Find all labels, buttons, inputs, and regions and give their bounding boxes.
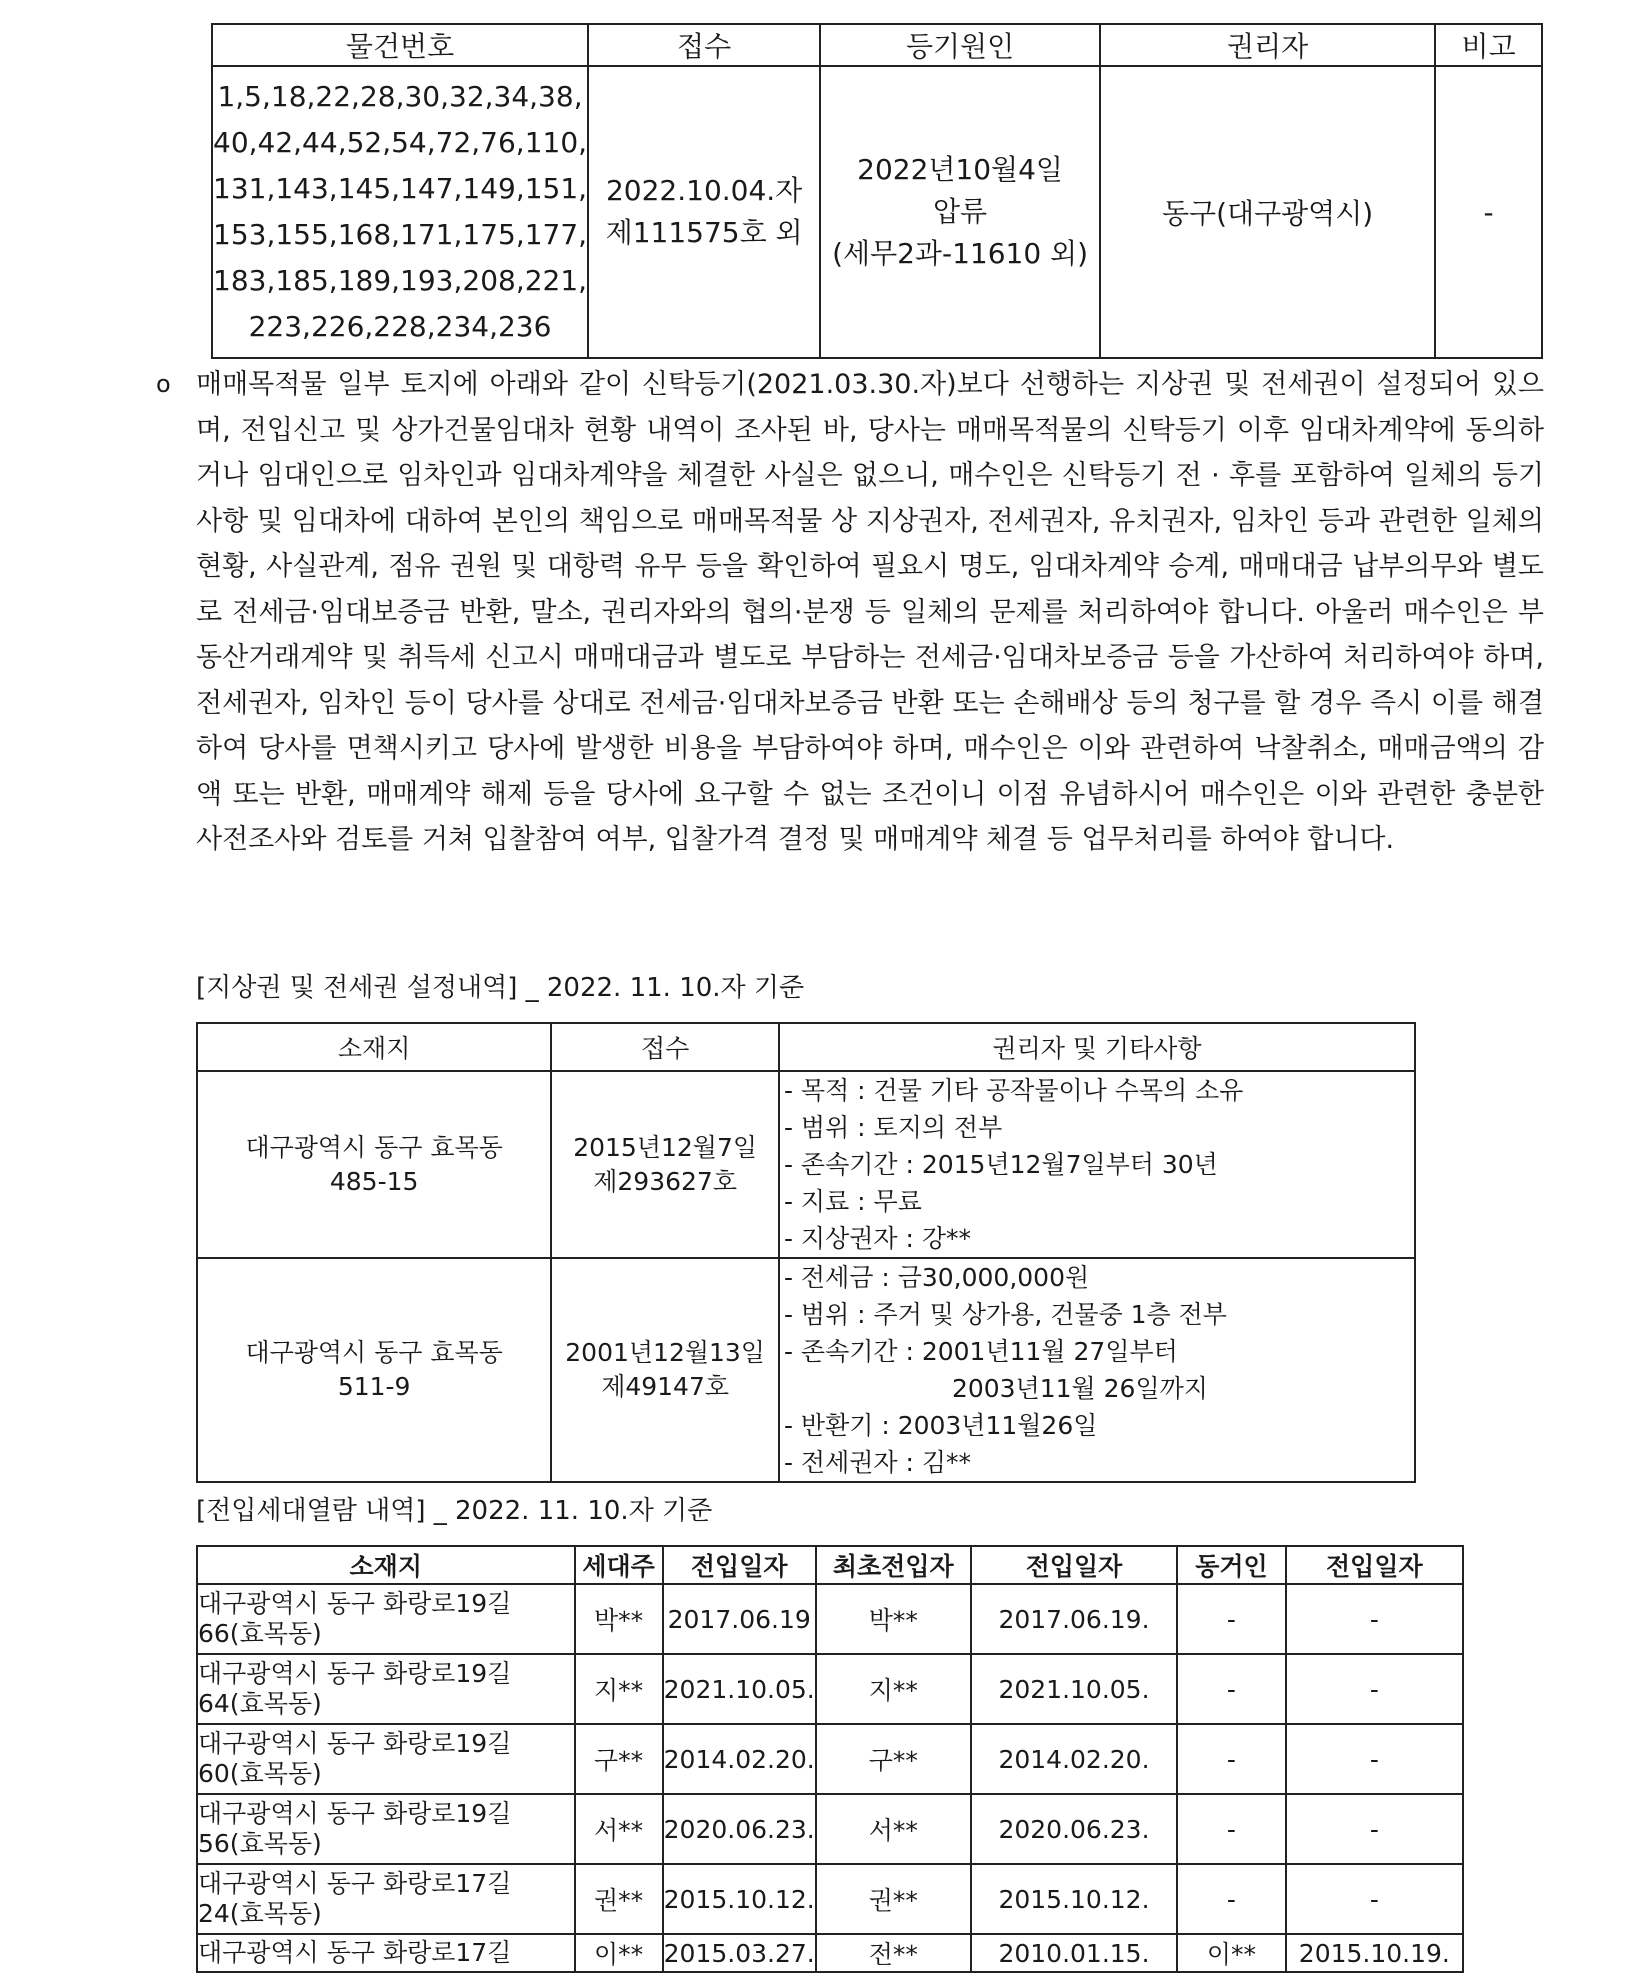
cohab-cell: 이** <box>1177 1934 1286 1972</box>
bullet-icon: o <box>156 370 171 398</box>
table-header-row <box>212 24 1542 66</box>
column-header: 전입일자 <box>1286 1546 1463 1584</box>
details-cell <box>779 1071 1415 1258</box>
address-line: 56(효목동) <box>198 1829 322 1858</box>
cause-cell <box>820 66 1100 358</box>
column-header: 권리자 및 기타사항 <box>779 1023 1415 1071</box>
receipt-line: 2001년12월13일 <box>565 1338 765 1367</box>
detail-line: - 범위 : 주거 및 상가용, 건물중 1층 전부 <box>783 1300 1227 1329</box>
item-numbers-line: 153,155,168,171,175,177, <box>213 218 588 251</box>
rights-table <box>196 1022 1416 1483</box>
table-row <box>197 1934 1463 1972</box>
cohab-cell: - <box>1177 1864 1286 1934</box>
address-line: 대구광역시 동구 화랑로17길 <box>198 1869 512 1898</box>
location-line: 485-15 <box>329 1166 419 1196</box>
date-cell: 2015.10.12. <box>663 1864 816 1934</box>
item-numbers-cell <box>212 66 588 358</box>
head-cell: 서** <box>575 1794 663 1864</box>
table-header-row <box>197 1023 1415 1071</box>
receipt-cell <box>551 1071 779 1258</box>
cohab-cell: - <box>1177 1654 1286 1724</box>
address-cell <box>197 1724 575 1794</box>
cohab-date-cell: - <box>1286 1794 1463 1864</box>
location-cell <box>197 1258 551 1482</box>
date-cell: 2021.10.05. <box>663 1654 816 1724</box>
item-numbers-line: 1,5,18,22,28,30,32,34,38, <box>217 80 583 113</box>
first-cell: 서** <box>816 1794 971 1864</box>
address-cell <box>197 1794 575 1864</box>
date-cell: 2017.06.19 <box>663 1584 816 1654</box>
date-cell: 2014.02.20. <box>663 1724 816 1794</box>
detail-line: - 전세금 : 금30,000,000원 <box>783 1263 1090 1292</box>
cause-type: 압류 <box>933 195 988 228</box>
remark-cell: - <box>1435 66 1542 358</box>
address-line: 대구광역시 동구 화랑로19길 <box>198 1729 512 1758</box>
table-row <box>197 1584 1463 1654</box>
item-numbers-line: 40,42,44,52,54,72,76,110, <box>213 126 588 159</box>
head-cell: 구** <box>575 1724 663 1794</box>
item-numbers-line: 183,185,189,193,208,221, <box>213 264 588 297</box>
column-header: 최초전입자 <box>816 1546 971 1584</box>
column-header: 세대주 <box>575 1546 663 1584</box>
address-cell <box>197 1584 575 1654</box>
seizure-table <box>211 23 1543 359</box>
receipt-line: 제49147호 <box>601 1372 730 1401</box>
column-header: 접수 <box>588 24 820 66</box>
table-row <box>197 1654 1463 1724</box>
location-line: 대구광역시 동구 효목동 <box>245 1338 503 1367</box>
cohab-cell: - <box>1177 1724 1286 1794</box>
address-line: 60(효목동) <box>198 1759 322 1788</box>
first-date-cell: 2010.01.15. <box>971 1934 1177 1972</box>
detail-line: - 범위 : 토지의 전부 <box>783 1113 1003 1142</box>
receipt-cell <box>551 1258 779 1482</box>
item-numbers-line: 223,226,228,234,236 <box>248 310 552 343</box>
detail-line: - 반환기 : 2003년11월26일 <box>783 1411 1098 1440</box>
first-cell: 구** <box>816 1724 971 1794</box>
date-cell: 2015.03.27. <box>663 1934 816 1972</box>
detail-line: 2003년11월 26일까지 <box>951 1374 1208 1403</box>
table-row <box>197 1258 1415 1482</box>
table-row <box>212 66 1542 358</box>
notice-text: 매매목적물 일부 토지에 아래와 같이 신탁등기(2021.03.30.자)보다 선행하는 지상권 및 전세권이 설정되어 있으며, 전입신고 및 상가건물임대차 현황 내역이 조사된 바, 당사는 매매목적물의 신탁등기 이후 임대차계약에 동의하거나 임대인으로 임차인과 임대차계약을 체결한 사실은 없으니, 매수인은 신탁등기 전 · 후를 포함하여 일체의 등기사항 및 임대차에 대하여 본인의 책임으로 매매목적물 상 지상권자, 전세권자, 유치권자, 임차인 등과 관련한 일체의 현황, 사실관계, 점유 권원 및 대항력 유무 등을 확인하여 필요시 명도, 임대차계약 승계, 매매대금 납부의무와 별도로 전세금·임대보증금 반환, 말소, 권리자와의 협의·분쟁 등 일체의 문제를 처리하여야 합니다. 아울러 매수인은 부동산거래계약 및 취득세 신고시 매매대금과 별도로 부담하는 전세금·임대차보증금 등을 가산하여 처리하여야 하며, 전세권자, 임차인 등이 당사를 상대로 전세금·임대차보증금 반환 또는 손해배상 등의 청구를 할 경우 즉시 이를 해결하여 당사를 면책시키고 당사에 발생한 비용을 부담하여야 하며, 매수인은 이와 관련하여 낙찰취소, 매매금액의 감액 또는 반환, 매매계약 해제 등을 당사에 요구할 수 없는 조건이니 이점 유념하시어 매수인은 이와 관련한 충분한 사전조사와 검토를 거쳐 입찰참여 여부, 입찰가격 결정 및 매매계약 체결 등 업무처리를 하여야 합니다. <box>196 369 1544 855</box>
detail-line: - 존속기간 : 2001년11월 27일부터 <box>783 1337 1178 1366</box>
first-date-cell: 2017.06.19. <box>971 1584 1177 1654</box>
address-line: 대구광역시 동구 화랑로19길 <box>198 1799 512 1828</box>
address-line: 대구광역시 동구 화랑로19길 <box>198 1659 512 1688</box>
column-header: 접수 <box>551 1023 779 1071</box>
receipt-line: 2015년12월7일 <box>573 1132 758 1162</box>
address-cell <box>197 1654 575 1724</box>
column-header: 소재지 <box>197 1546 575 1584</box>
location-cell <box>197 1071 551 1258</box>
column-header: 비고 <box>1435 24 1542 66</box>
address-line: 대구광역시 동구 화랑로17길 <box>198 1938 512 1967</box>
household-caption: [전입세대열람 내역] _ 2022. 11. 10.자 기준 <box>196 1496 713 1526</box>
cohab-date-cell: 2015.10.19. <box>1286 1934 1463 1972</box>
item-numbers-line: 131,143,145,147,149,151, <box>213 172 588 205</box>
household-table <box>196 1545 1464 1973</box>
column-header: 등기원인 <box>820 24 1100 66</box>
address-line: 66(효목동) <box>198 1619 322 1648</box>
address-line: 대구광역시 동구 화랑로19길 <box>198 1589 512 1618</box>
first-cell: 지** <box>816 1654 971 1724</box>
location-line: 대구광역시 동구 효목동 <box>245 1132 503 1162</box>
cohab-date-cell: - <box>1286 1724 1463 1794</box>
cohab-date-cell: - <box>1286 1864 1463 1934</box>
column-header: 소재지 <box>197 1023 551 1071</box>
cohab-cell: - <box>1177 1584 1286 1654</box>
table-row <box>197 1071 1415 1258</box>
cohab-cell: - <box>1177 1794 1286 1864</box>
receipt-date: 2022.10.04.자 <box>605 174 803 207</box>
table-header-row <box>197 1546 1463 1584</box>
detail-line: - 존속기간 : 2015년12월7일부터 30년 <box>783 1150 1218 1179</box>
first-date-cell: 2014.02.20. <box>971 1724 1177 1794</box>
address-cell <box>197 1864 575 1934</box>
notice-paragraph <box>156 362 1544 863</box>
detail-line: - 전세권자 : 김** <box>783 1448 971 1477</box>
first-cell: 전** <box>816 1934 971 1972</box>
superficies-caption: [지상권 및 전세권 설정내역] _ 2022. 11. 10.자 기준 <box>196 973 805 1003</box>
column-header: 전입일자 <box>663 1546 816 1584</box>
receipt-number: 제111575호 외 <box>605 216 803 249</box>
cohab-date-cell: - <box>1286 1654 1463 1724</box>
column-header: 물건번호 <box>212 24 588 66</box>
first-date-cell: 2020.06.23. <box>971 1794 1177 1864</box>
address-line: 24(효목동) <box>198 1899 322 1928</box>
location-line: 511-9 <box>337 1372 411 1401</box>
cohab-date-cell: - <box>1286 1584 1463 1654</box>
first-cell: 박** <box>816 1584 971 1654</box>
detail-line: - 지료 : 무료 <box>783 1187 922 1216</box>
holder-cell: 동구(대구광역시) <box>1100 66 1435 358</box>
first-date-cell: 2021.10.05. <box>971 1654 1177 1724</box>
address-line: 64(효목동) <box>198 1689 322 1718</box>
detail-line: - 목적 : 건물 기타 공작물이나 수목의 소유 <box>783 1076 1244 1105</box>
head-cell: 이** <box>575 1934 663 1972</box>
first-date-cell: 2015.10.12. <box>971 1864 1177 1934</box>
table-row <box>197 1864 1463 1934</box>
receipt-line: 제293627호 <box>593 1166 737 1196</box>
column-header: 동거인 <box>1177 1546 1286 1584</box>
detail-line: - 지상권자 : 강** <box>783 1224 971 1253</box>
first-cell: 권** <box>816 1864 971 1934</box>
column-header: 권리자 <box>1100 24 1435 66</box>
table-row <box>197 1794 1463 1864</box>
cause-reference: (세무2과-11610 외) <box>832 237 1089 270</box>
head-cell: 지** <box>575 1654 663 1724</box>
details-cell <box>779 1258 1415 1482</box>
date-cell: 2020.06.23. <box>663 1794 816 1864</box>
head-cell: 권** <box>575 1864 663 1934</box>
head-cell: 박** <box>575 1584 663 1654</box>
cause-date: 2022년10월4일 <box>857 153 1063 186</box>
address-cell <box>197 1934 575 1972</box>
receipt-cell <box>588 66 820 358</box>
column-header: 전입일자 <box>971 1546 1177 1584</box>
table-row <box>197 1724 1463 1794</box>
